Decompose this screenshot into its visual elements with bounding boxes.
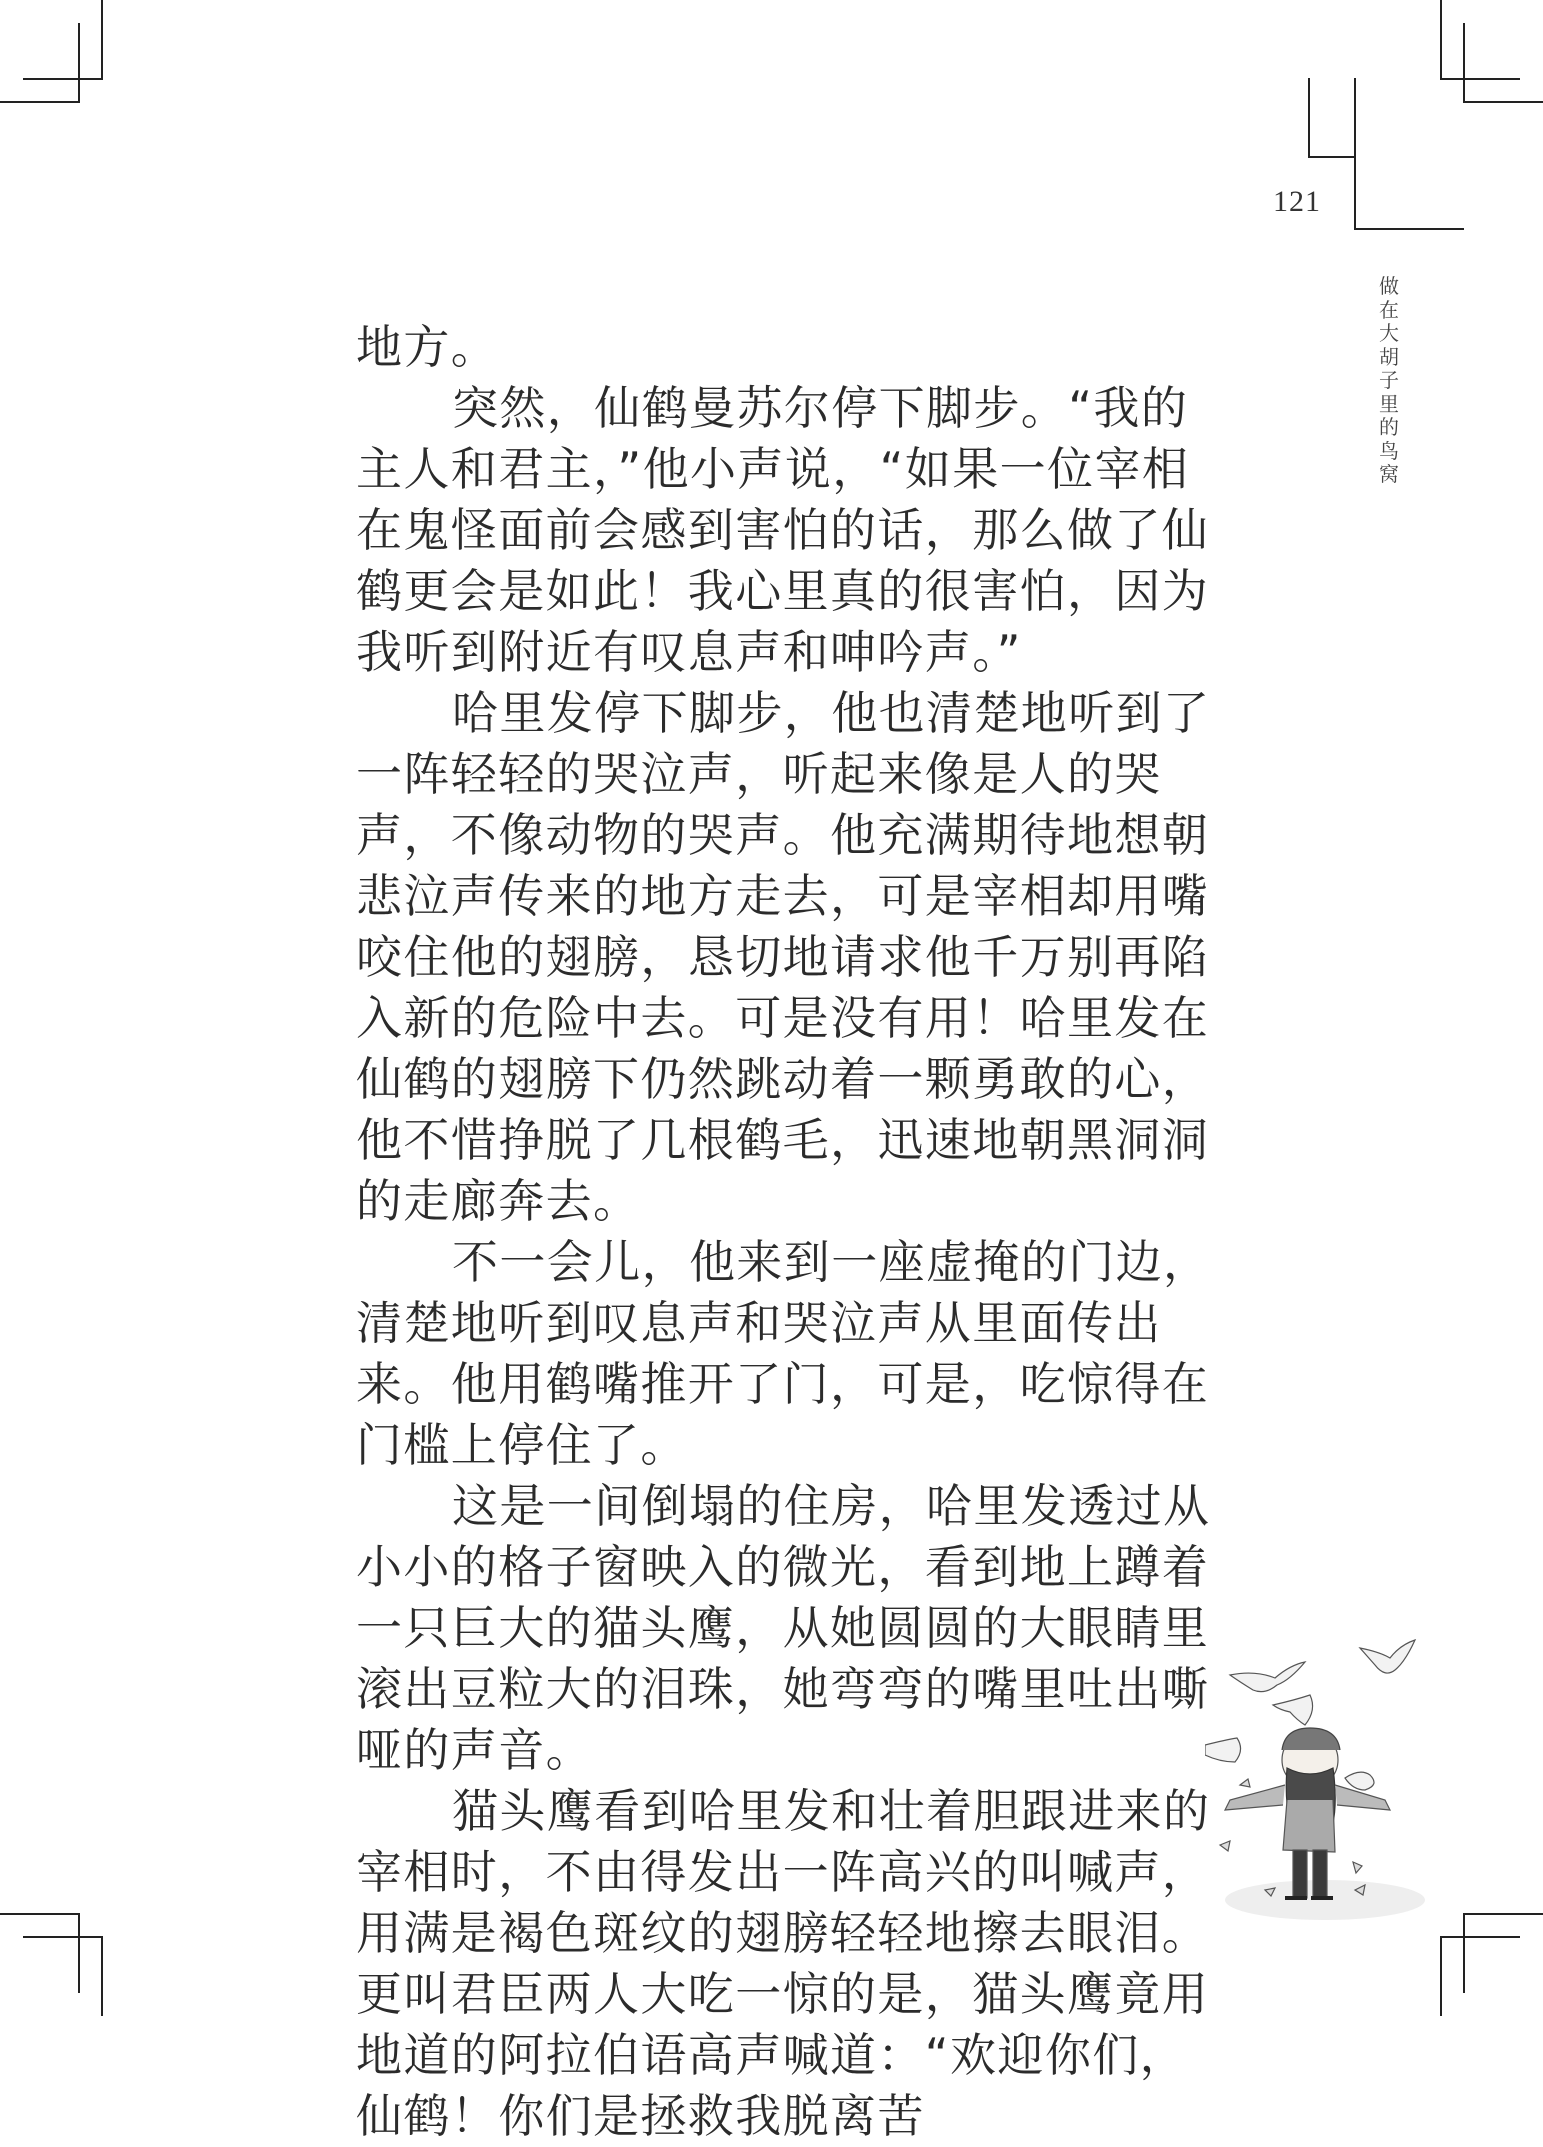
frame-line-h-top (1308, 156, 1355, 158)
crop-mark-tl-h1 (23, 78, 103, 80)
paragraph: 这是一间倒塌的住房，哈里发透过从小小的格子窗映入的微光，看到地上蹲着一只巨大的猫头鹰，从她圆圆的大眼睛里滚出豆粒大的泪珠，她弯弯的嘴里吐出嘶哑的声音。 (356, 1479, 1211, 1777)
bearded-man-illustration (1205, 1600, 1543, 1930)
crop-mark-tl-v1 (101, 0, 103, 78)
frame-line-h-bottom (1354, 228, 1464, 230)
crop-mark-bl-v1 (78, 1913, 80, 1993)
crop-mark-tr-v1 (1440, 0, 1442, 78)
paragraph: 不一会儿，他来到一座虚掩的门边，清楚地听到叹息声和哭泣声从里面传出来。他用鹤嘴推开了门，可是，吃惊得在门槛上停住了。 (356, 1235, 1211, 1472)
bird-icon (1273, 1695, 1313, 1725)
paragraph: 地方。 (356, 320, 499, 374)
paragraph: 猫头鹰看到哈里发和壮着胆跟进来的宰相时，不由得发出一阵高兴的叫喊声，用满是褐色斑纹的翅膀轻轻地擦去眼泪。更叫君臣两人大吃一惊的是，猫头鹰竟用地道的阿拉伯语高声喊道：“欢迎你们，仙鹤！你们是拯救我脱离苦 (356, 1784, 1211, 2143)
body-text (356, 317, 1226, 2147)
crop-mark-bl-h2 (23, 1936, 103, 1938)
running-head-chapter-title: 做在大胡子里的鸟窝 (1379, 274, 1399, 486)
crop-mark-tr-h2 (1463, 101, 1543, 103)
page-number: 121 (1273, 185, 1321, 218)
bird-icon (1205, 1738, 1241, 1762)
crop-mark-tr-h1 (1440, 78, 1520, 80)
crop-mark-br-h2 (1440, 1936, 1520, 1938)
paragraph: 突然，仙鹤曼苏尔停下脚步。“我的主人和君主，”他小声说，“如果一位宰相在鬼怪面前会感到害怕的话，那么做了仙鹤更会是如此！我心里真的很害怕，因为我听到附近有叹息声和呻吟声。” (356, 381, 1210, 679)
crop-mark-br-v2 (1440, 1936, 1442, 2016)
frame-line-v-inner (1354, 78, 1356, 230)
crop-mark-bl-v2 (101, 1936, 103, 2016)
crop-mark-tl-v2 (78, 23, 80, 103)
paragraph: 哈里发停下脚步，他也清楚地听到了一阵轻轻的哭泣声，听起来像是人的哭声，不像动物的哭声。他充满期待地想朝悲泣声传来的地方走去，可是宰相却用嘴咬住他的翅膀，恳切地请求他千万别再陷入新的危险中去。可是没有用！哈里发在仙鹤的翅膀下仍然跳动着一颗勇敢的心，他不惜挣脱了几根鹤毛，迅速地朝黑洞洞的走廊奔去。 (356, 686, 1211, 1228)
bird-icon (1360, 1640, 1415, 1673)
crop-mark-tr-v2 (1463, 23, 1465, 103)
crop-mark-tl-h2 (0, 101, 80, 103)
frame-line-v-outer (1308, 78, 1310, 158)
crop-mark-bl-h1 (0, 1913, 80, 1915)
bird-icon (1230, 1662, 1305, 1692)
